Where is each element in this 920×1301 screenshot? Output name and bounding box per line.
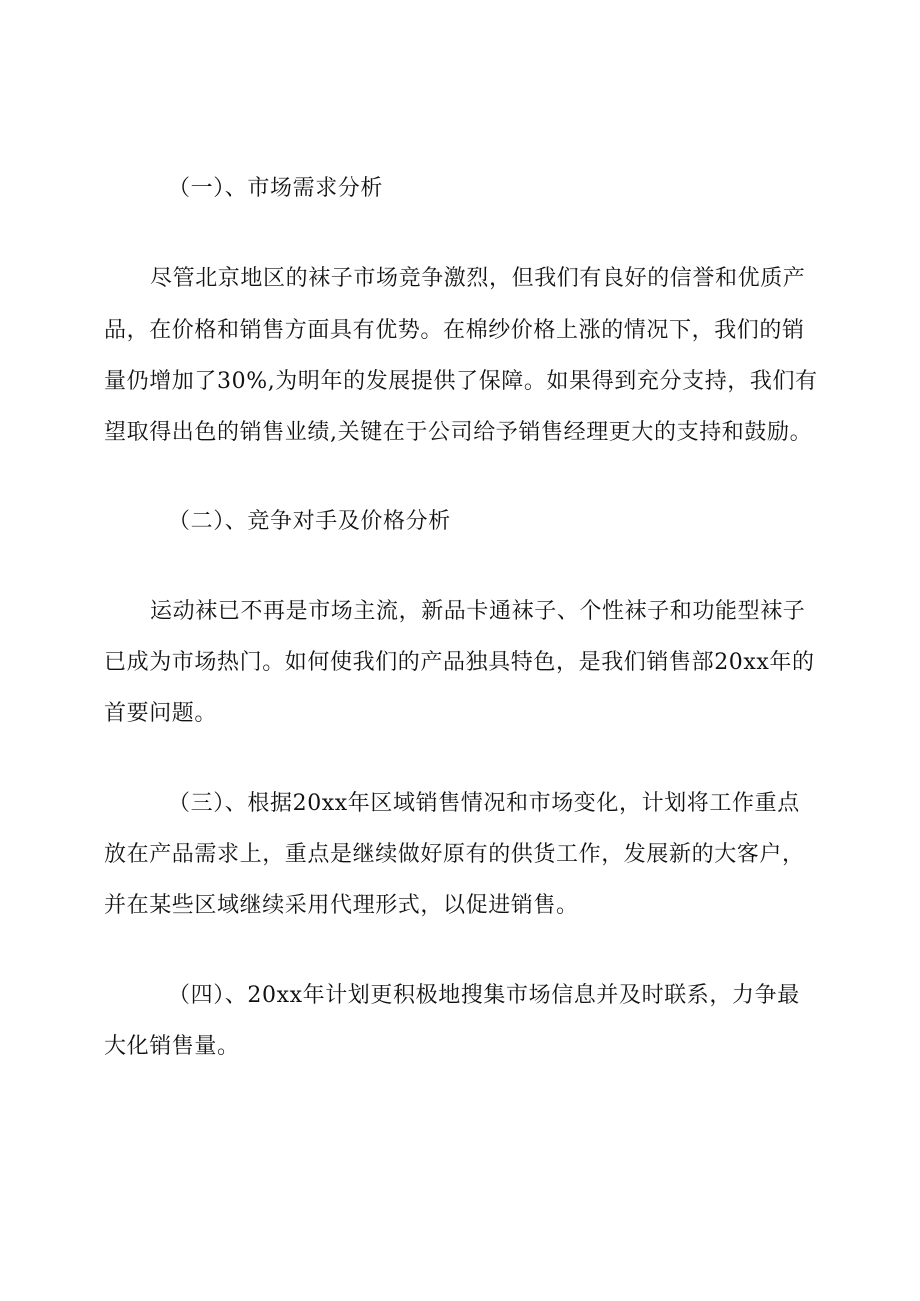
- paragraph-line-section-3: （三）、根据20xx年区域销售情况和市场变化，计划将工作重点: [168, 791, 800, 816]
- section-heading-1: （一）、市场需求分析: [168, 176, 384, 201]
- paragraph-line: 并在某些区域继续采用代理形式，以促进销售。: [104, 893, 579, 918]
- paragraph-line: 量仍增加了30%,为明年的发展提供了保障。如果得到充分支持，我们有: [104, 369, 818, 394]
- paragraph-line: 望取得出色的销售业绩,关键在于公司给予销售经理更大的支持和鼓励。: [104, 420, 813, 445]
- paragraph-line: 尽管北京地区的袜子市场竞争激烈，但我们有良好的信誉和优质产: [150, 266, 806, 291]
- paragraph-line: 品，在价格和销售方面具有优势。在棉纱价格上涨的情况下，我们的销: [104, 318, 805, 343]
- paragraph-line: 首要问题。: [104, 701, 218, 726]
- paragraph-line: 已成为市场热门。如何使我们的产品独具特色，是我们销售部20xx年的: [104, 650, 815, 675]
- paragraph-line: 放在产品需求上，重点是继续做好原有的供货工作，发展新的大客户，: [104, 842, 805, 867]
- section-heading-2: （二）、竞争对手及价格分析: [168, 509, 451, 534]
- paragraph-line: 大化销售量。: [104, 1034, 240, 1059]
- paragraph-line: 运动袜已不再是市场主流，新品卡通袜子、个性袜子和功能型袜子: [150, 599, 806, 624]
- paragraph-line-section-4: （四）、20xx年计划更积极地搜集市场信息并及时联系，力争最: [168, 983, 800, 1008]
